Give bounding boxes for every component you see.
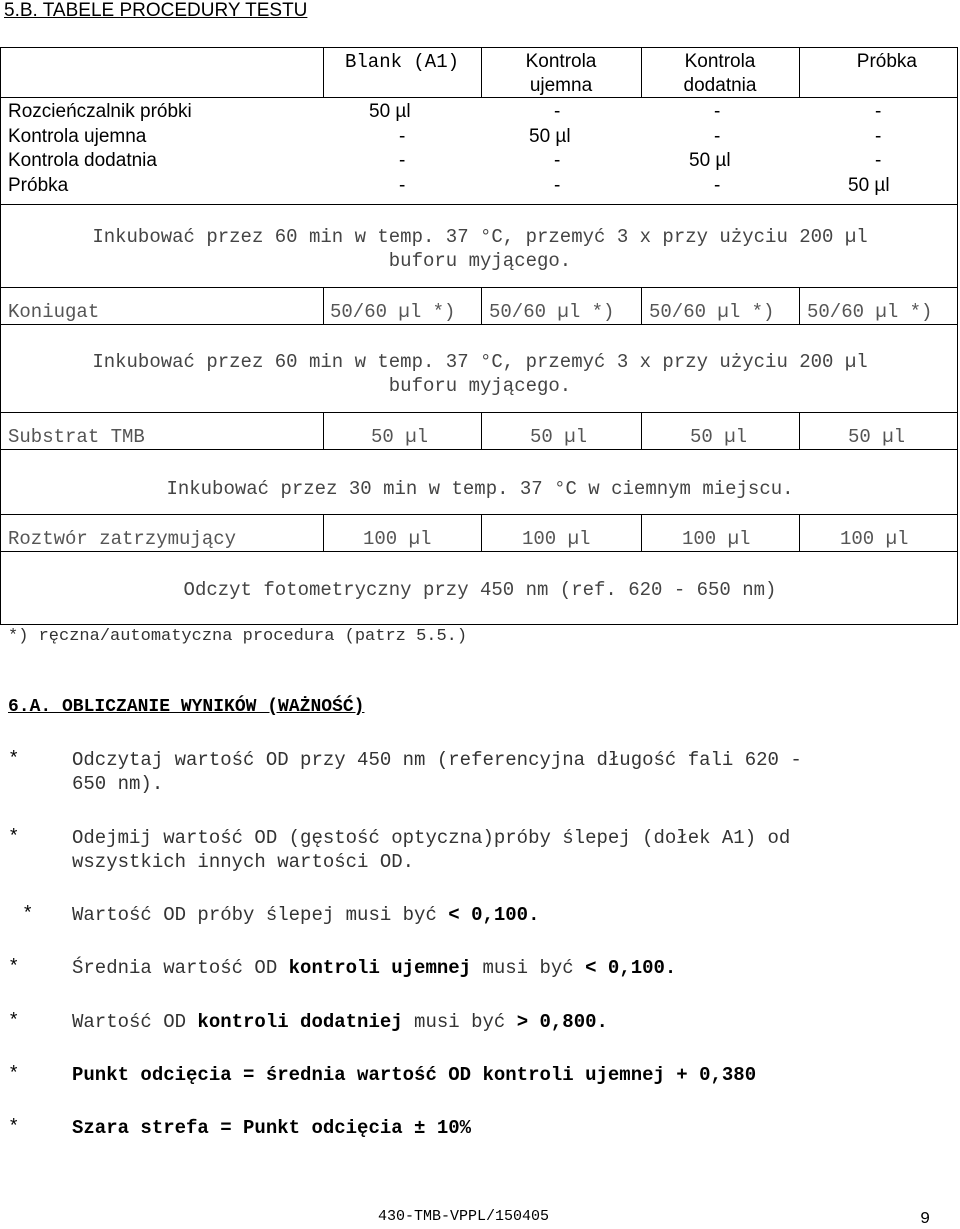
cell-divider xyxy=(641,412,642,449)
cell-value: - xyxy=(399,126,406,147)
row-rule xyxy=(1,204,957,205)
row-label-substrate: Substrat TMB xyxy=(8,426,145,448)
cell-value: 50 µl xyxy=(529,126,571,147)
cell-divider xyxy=(481,514,482,551)
row-rule xyxy=(1,514,957,515)
row-rule xyxy=(1,412,957,413)
bullet-item: Średnia wartość OD kontroli ujemnej musi być < 0,100. xyxy=(72,957,677,979)
cell-value: 50/60 µl *) xyxy=(489,301,615,323)
incubation-step-3: Inkubować przez 30 min w temp. 37 °C w ciemnym miejscu. xyxy=(166,478,794,500)
row-label-sample-diluent: Rozcieńczalnik próbki xyxy=(8,101,192,122)
cell-divider xyxy=(323,514,324,551)
procedure-table xyxy=(0,47,958,625)
cell-value: 100 µl xyxy=(682,528,751,550)
row-rule xyxy=(1,551,957,552)
row-label-sample: Próbka xyxy=(8,175,69,196)
page-number: 9 xyxy=(920,1210,931,1229)
row-label-conjugate: Koniugat xyxy=(8,301,100,323)
header-rule xyxy=(1,97,957,98)
bullet-asterisk: * xyxy=(8,956,20,978)
cell-value: - xyxy=(554,101,561,122)
cell-divider xyxy=(481,287,482,324)
column-header-sample: Próbka xyxy=(856,51,917,72)
cell-value: - xyxy=(875,101,882,122)
bullet-asterisk: * xyxy=(8,826,20,848)
bullet-item: Odczytaj wartość OD przy 450 nm (referencyjna długość fali 620 - 650 nm). xyxy=(72,749,802,795)
cell-value: - xyxy=(875,150,882,171)
cell-value: 50/60 µl *) xyxy=(807,301,933,323)
bullet-item: Szara strefa = Punkt odcięcia ± 10% xyxy=(72,1117,472,1139)
cell-value: 50 µl xyxy=(369,101,411,122)
bullet-asterisk: * xyxy=(8,748,20,770)
cell-value: - xyxy=(399,150,406,171)
column-header-negative-control: Kontrola ujemna xyxy=(525,51,597,96)
row-label-negative-control: Kontrola ujemna xyxy=(8,126,147,147)
bullet-item: Punkt odcięcia = średnia wartość OD kontroli ujemnej + 0,380 xyxy=(72,1064,757,1086)
cell-value: - xyxy=(714,175,721,196)
cell-divider xyxy=(799,514,800,551)
cell-value: 50 µl xyxy=(848,175,890,196)
cell-value: 50/60 µl *) xyxy=(330,301,456,323)
cell-value: 50 µl xyxy=(530,426,588,448)
bullet-item: Wartość OD próby ślepej musi być < 0,100. xyxy=(72,904,540,926)
column-header-blank: Blank (A1) xyxy=(344,51,460,73)
bullet-item: Wartość OD kontroli dodatniej musi być > 0,800. xyxy=(72,1011,608,1033)
cell-divider xyxy=(799,287,800,324)
bullet-asterisk: * xyxy=(8,1063,20,1085)
cell-value: 50 µl xyxy=(689,150,731,171)
cell-value: - xyxy=(554,150,561,171)
table-footnote: *) ręczna/automatyczna procedura (patrz 5.5.) xyxy=(8,627,468,646)
bullet-item: Odejmij wartość OD (gęstość optyczna)próby ślepej (dołek A1) od wszystkich innych wartości OD. xyxy=(72,827,791,873)
cell-divider xyxy=(641,287,642,324)
cell-value: 50/60 µl *) xyxy=(649,301,775,323)
row-rule xyxy=(1,324,957,325)
cell-value: 100 µl xyxy=(522,528,591,550)
cell-divider xyxy=(641,514,642,551)
cell-divider xyxy=(799,412,800,449)
cell-divider xyxy=(323,287,324,324)
cell-value: 50 µl xyxy=(371,426,429,448)
row-label-positive-control: Kontrola dodatnia xyxy=(8,150,157,171)
cell-value: 100 µl xyxy=(363,528,432,550)
row-rule xyxy=(1,287,957,288)
row-rule xyxy=(1,449,957,450)
incubation-step-1: Inkubować przez 60 min w temp. 37 °C, przemyć 3 x przy użyciu 200 µl buforu myjącego. xyxy=(92,226,868,272)
bullet-asterisk: * xyxy=(22,903,34,925)
cell-value: - xyxy=(714,126,721,147)
cell-value: - xyxy=(714,101,721,122)
readout-step: Odczyt fotometryczny przy 450 nm (ref. 620 - 650 nm) xyxy=(183,579,777,601)
cell-divider xyxy=(481,412,482,449)
cell-divider xyxy=(323,412,324,449)
section-heading-6a: 6.A. OBLICZANIE WYNIKÓW (WAŻNOŚĆ) xyxy=(8,697,365,717)
cell-value: 50 µl xyxy=(848,426,906,448)
cell-value: - xyxy=(399,175,406,196)
footer-document-code: 430-TMB-VPPL/150405 xyxy=(378,1208,550,1225)
section-heading-5b: 5.B. TABELE PROCEDURY TESTU xyxy=(4,0,308,21)
cell-value: - xyxy=(554,175,561,196)
bullet-asterisk: * xyxy=(8,1010,20,1032)
column-header-positive-control: Kontrola dodatnia xyxy=(683,51,757,96)
row-label-stop-solution: Roztwór zatrzymujący xyxy=(8,528,237,550)
cell-value: - xyxy=(875,126,882,147)
cell-value: 100 µl xyxy=(840,528,909,550)
cell-value: 50 µl xyxy=(690,426,748,448)
bullet-asterisk: * xyxy=(8,1116,20,1138)
incubation-step-2: Inkubować przez 60 min w temp. 37 °C, przemyć 3 x przy użyciu 200 µl buforu myjącego. xyxy=(92,351,868,397)
